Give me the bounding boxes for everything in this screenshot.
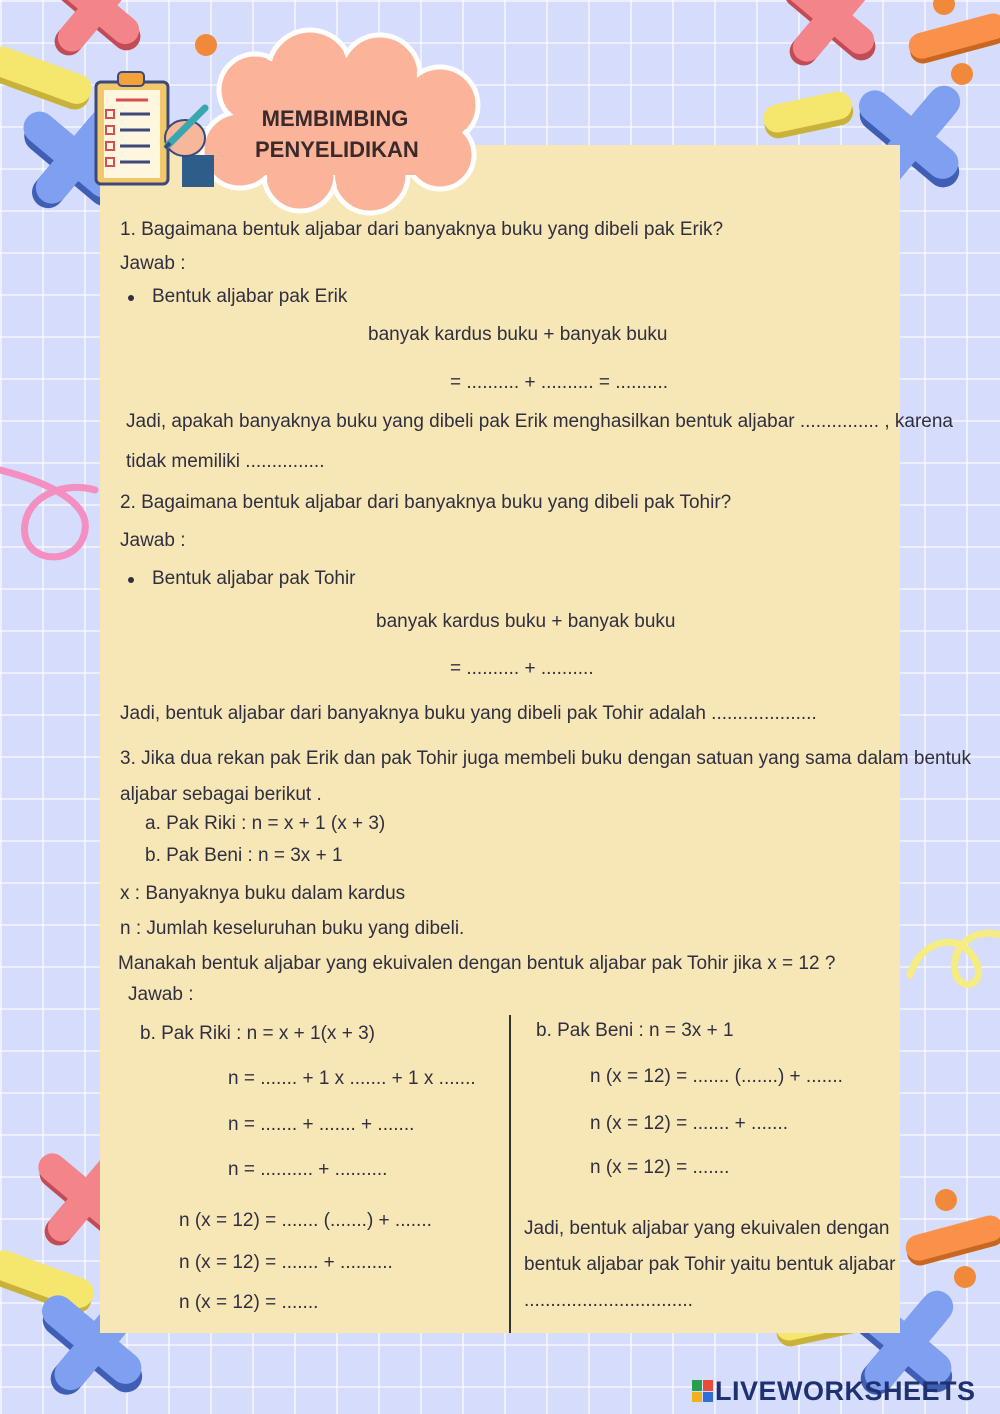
liveworksheets-logo[interactable]: [692, 1376, 976, 1406]
riki-step-2: n = ....... + ....... + .......: [228, 1114, 415, 1135]
question-3-definition-x: x : Banyaknya buku dalam kardus: [120, 883, 406, 904]
question-2-text: 2. Bagaimana bentuk aljabar dari banyaknya buku yang dibeli pak Tohir?: [120, 492, 732, 513]
section-title-line1: MEMBIMBING: [261, 106, 409, 131]
question-3-option-a: a. Pak Riki : n = x + 1 (x + 3): [145, 813, 386, 834]
section-title-line2: PENYELIDIKAN: [255, 137, 419, 162]
beni-heading: b. Pak Beni : n = 3x + 1: [536, 1020, 734, 1041]
question-1-conclusion-line2: tidak memiliki ...............: [126, 451, 325, 472]
riki-step-1: n = ....... + 1 x ....... + 1 x .......: [228, 1068, 476, 1089]
question-3-option-b: b. Pak Beni : n = 3x + 1: [145, 845, 343, 866]
question-3-answer-label: Jawab :: [128, 984, 194, 1005]
section-title: [255, 103, 419, 165]
question-2-conclusion: Jadi, bentuk aljabar dari banyaknya buku yang dibeli pak Tohir adalah ....................: [120, 703, 817, 724]
question-1-conclusion-line1: Jadi, apakah banyaknya buku yang dibeli pak Erik menghasilkan bentuk aljabar ............... , karena: [126, 411, 953, 432]
question-3-text-line2: aljabar sebagai berikut .: [120, 784, 322, 805]
beni-step-2: n (x = 12) = ....... + .......: [590, 1113, 788, 1134]
beni-conclusion-line3: ................................: [524, 1290, 693, 1311]
question-2-bullet: Bentuk aljabar pak Tohir: [152, 568, 356, 589]
beni-conclusion-line2: bentuk aljabar pak Tohir yaitu bentuk aljabar: [524, 1254, 896, 1275]
beni-step-1: n (x = 12) = ....... (.......) + .......: [590, 1066, 843, 1087]
liveworksheets-logo-text: LIVEWORKSHEETS: [715, 1375, 976, 1406]
question-3-text-line1: 3. Jika dua rekan pak Erik dan pak Tohir juga membeli buku dengan satuan yang sama dalam bentuk: [120, 748, 971, 769]
riki-step-6: n (x = 12) = .......: [179, 1292, 319, 1313]
riki-step-5: n (x = 12) = ....... + ..........: [179, 1252, 393, 1273]
riki-step-3: n = .......... + ..........: [228, 1159, 388, 1180]
riki-step-4: n (x = 12) = ....... (.......) + .......: [179, 1210, 432, 1231]
question-2-blanks: = .......... + ..........: [450, 658, 594, 679]
clipboard-checklist-icon: [96, 72, 168, 184]
liveworksheets-logo-icon: [692, 1380, 712, 1402]
question-1-answer-label: Jawab :: [120, 253, 186, 274]
question-2-formula: banyak kardus buku + banyak buku: [376, 611, 676, 632]
question-2-answer-label: Jawab :: [120, 530, 186, 551]
question-1-text: 1. Bagaimana bentuk aljabar dari banyaknya buku yang dibeli pak Erik?: [120, 219, 724, 240]
riki-heading: b. Pak Riki : n = x + 1(x + 3): [140, 1023, 375, 1044]
question-3-definition-n: n : Jumlah keseluruhan buku yang dibeli.: [120, 918, 465, 939]
question-3-prompt: Manakah bentuk aljabar yang ekuivalen dengan bentuk aljabar pak Tohir jika x = 12 ?: [118, 953, 836, 974]
question-1-blanks: = .......... + .......... = ..........: [450, 372, 669, 393]
beni-step-3: n (x = 12) = .......: [590, 1157, 730, 1178]
question-1-bullet: Bentuk aljabar pak Erik: [152, 286, 348, 307]
question-1-formula: banyak kardus buku + banyak buku: [368, 324, 668, 345]
beni-conclusion-line1: Jadi, bentuk aljabar yang ekuivalen dengan: [524, 1218, 890, 1239]
column-divider: [509, 1015, 511, 1333]
